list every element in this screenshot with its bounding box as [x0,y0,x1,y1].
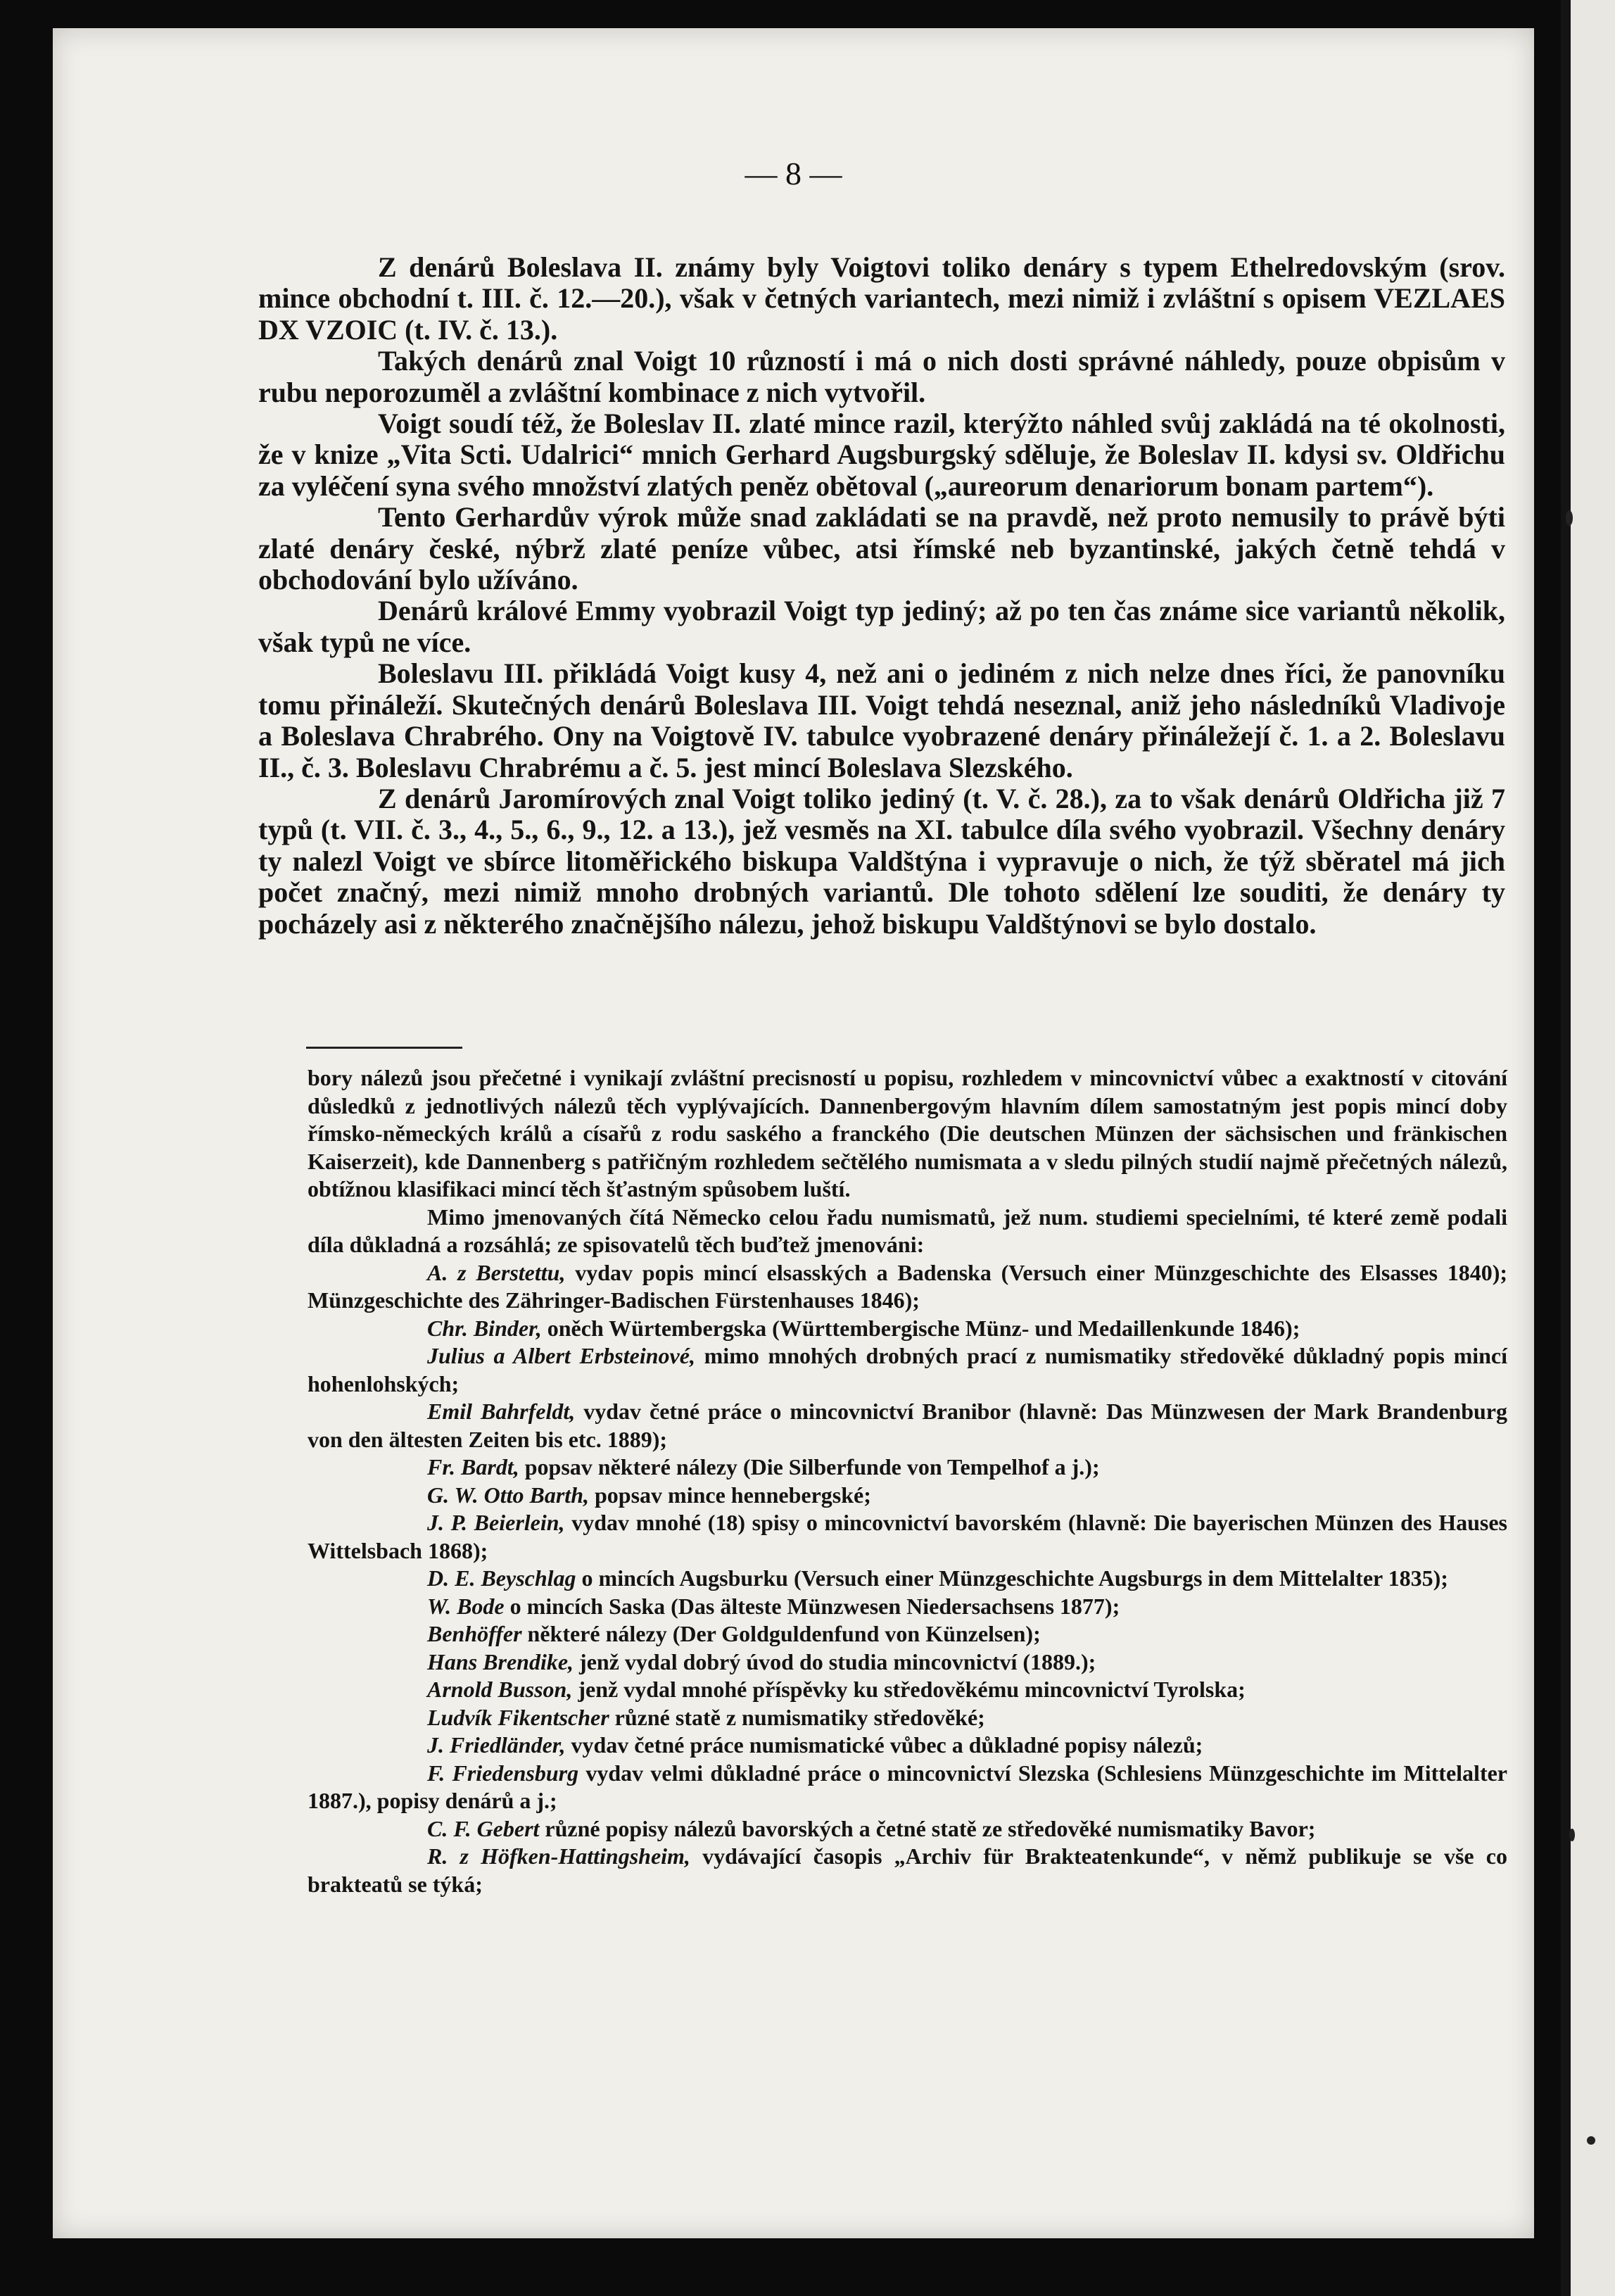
document-page [53,28,1534,2238]
footnote-author: Julius a Albert Erbsteinové, [427,1343,695,1368]
footnote-paragraph [308,1732,1507,1760]
footnote-author: Arnold Busson, [427,1677,573,1702]
footnote-text: mimo mnohých drobných prací z numismatiky středověké důkladný popis mincí hohenlohských; [308,1343,1508,1396]
footnote-author: Benhöffer [427,1621,522,1646]
footnote-text: Mimo jmenovaných čítá Německo celou řadu numismatů, jež num. studiemi specielními, té které země podali díla důkladná a rozsáhlá; ze spisovatelů těch buďtež jmenováni: [308,1204,1507,1257]
footnote-author: Fr. Bardt, [427,1454,519,1480]
footnote-divider [306,1047,462,1049]
main-paragraph: Z denárů Jaromírových znal Voigt toliko jediný (t. V. č. 28.), za to však denárů Oldřicha již 7 typů (t. VII. č. 3., 4., 5., 6., 9., 12. a 13.), jež vesměs na XI. tabulce díla svého vyobrazil. Všechny denáry ty nalezl Voigt ve sbírce litoměřického biskupa Valdštýna i vypravuje o nich, že týž sběratel má jich počet značný, mezi nimiž mnoho drobných variantů. Dle tohoto sdělení lze souditi, že denáry ty pocházely asi z některého značnějšího nálezu, jehož biskupu Valdštýnovi se bylo dostalo. [258,782,1505,940]
footnote-text: o mincích Saska (Das älteste Münzwesen Niedersachsens 1877); [504,1593,1120,1619]
footnote-paragraph [308,1565,1507,1593]
footnote-author: G. W. Otto Barth, [427,1482,589,1508]
footnote-text: vydav popis mincí elsasských a Badenska (Versuch einer Münzgeschichte des Elsasses 1840); Münzgeschichte des Zähringer-Badischen Fürstenhauses 1846); [308,1259,1508,1313]
footnote-author: W. Bode [427,1593,505,1619]
footnote-text: jenž vydal mnohé příspěvky ku středověkému mincovnictví Tyrolska; [572,1677,1246,1702]
footnote-paragraph [308,1704,1507,1732]
main-paragraph: Denárů králové Emmy vyobrazil Voigt typ jediný; až po ten čas známe sice variantů několik, však typů ne více. [258,595,1505,658]
footnote-author: Emil Bahrfeldt, [427,1399,576,1424]
footnote-paragraph [308,1482,1507,1510]
footnote-text: některé nálezy (Der Goldguldenfund von Künzelsen); [521,1621,1041,1646]
footnote-text: vydav četné práce numismatické vůbec a důkladné popisy nálezů; [565,1732,1203,1758]
footnote-text: o mincích Augsburku (Versuch einer Münzgeschichte Augsburgs in dem Mittelalter 1835); [576,1565,1448,1591]
footnote-author: Chr. Binder, [427,1315,542,1341]
footnote-text: oněch Würtembergska (Württembergische Münz- und Medaillenkunde 1846); [541,1315,1300,1341]
ink-speck [1569,1829,1575,1841]
adjacent-page-edge [1561,0,1615,2296]
footnote-author: C. F. Gebert [427,1815,540,1841]
footnote-author: R. z Höfken-Hattingsheim, [427,1843,690,1869]
footnote-paragraph [308,1593,1507,1621]
footnote-author: Hans Brendike, [427,1648,574,1674]
footnote-text: vydav mnohé (18) spisy o mincovnictví bavorském (hlavně: Die bayerischen Münzen des Hauses Wittelsbach 1868); [308,1510,1508,1563]
page-number: — 8 — [745,156,842,191]
ink-speck [1566,510,1573,526]
footnote-paragraph [308,1509,1507,1565]
page-gutter-shadow [1561,0,1571,2296]
main-paragraph: Takých denárů znal Voigt 10 růzností i má o nich dosti správné náhledy, pouze obpisům v rubu neporozuměl a zvláštní kombinace z nich vytvořil. [258,345,1505,408]
main-paragraph: Tento Gerhardův výrok může snad zakládati se na pravdě, než proto nemusily to právě býti zlaté denáry české, nýbrž zlaté peníze vůbec, atsi římské neb byzantinské, jakých četně tehdá v obchodování bylo užíváno. [258,501,1505,596]
ink-speck [1587,2136,1595,2145]
footnote-paragraph [308,1398,1507,1453]
footnote-paragraph [308,1204,1507,1259]
footnote-text: různé statě z numismatiky středověké; [609,1704,985,1730]
main-paragraph: Z denárů Boleslava II. známy byly Voigtovi toliko denáry s typem Ethelredovským (srov. mince obchodní t. III. č. 12.—20.), však v četných variantech, mezi nimiž i zvláštní s opisem VEZLAES DX VZOIC (t. IV. č. 13.). [258,251,1505,346]
footnote-text: vydav četné práce o mincovnictví Branibor (hlavně: Das Münzwesen der Mark Brandenburg von den ältesten Zeiten bis etc. 1889); [308,1399,1508,1452]
footnote-paragraph [308,1315,1507,1343]
footnote-author: F. Friedensburg [427,1760,579,1786]
footnote-author: D. E. Beyschlag [427,1565,576,1591]
footnote-paragraph [308,1815,1507,1843]
footnote-paragraph [308,1453,1507,1482]
footnote-author: A. z Berstettu, [427,1259,566,1285]
footnote-author: J. Friedländer, [427,1732,566,1758]
main-paragraph: Boleslavu III. přikládá Voigt kusy 4, než ani o jediném z nich nelze dnes říci, že panovníku tomu přináleží. Skutečných denárů Boleslava III. Voigt tehdá neseznal, aniž jeho následníků Vladivoje a Boleslava Chrabrého. Ony na Voigtově IV. tabulce vyobrazené denáry přináležejí č. 1. a 2. Boleslavu II., č. 3. Boleslavu Chrabrému a č. 5. jest mincí Boleslava Slezského. [258,657,1505,783]
footnote-paragraph [308,1676,1507,1704]
main-paragraph: Voigt soudí též, že Boleslav II. zlaté mince razil, kterýžto náhled svůj zakládá na té okolnosti, že v knize „Vita Scti. Udalrici“ mnich Gerhard Augsburgský sděluje, že Boleslav II. kdysi sv. Oldřichu za vyléčení syna svého množství zlatých peněz obětoval („aureorum denariorum bonam partem“). [258,408,1505,502]
footnote-paragraph [308,1064,1507,1204]
main-text [258,252,1505,940]
footnote-paragraph [308,1259,1507,1315]
footnote-text: vydav velmi důkladné práce o mincovnictví Slezska (Schlesiens Münzgeschichte im Mittelalter 1887.), popisy denárů a j.; [308,1760,1507,1813]
footnote-author: J. P. Beierlein, [427,1510,565,1535]
footnote-paragraph [308,1620,1507,1648]
footnote-paragraph [308,1648,1507,1677]
footnote-text: bory nálezů jsou přečetné i vynikají zvláštní precisností u popisu, rozhledem v mincovnictví vůbec a exaktností v citování důsledků z jednotlivých nálezů těch vyplývajících. Dannenbergovým hlavním dílem samostatným jest popis mincí doby římsko-německých králů a císařů z rodu saského a franckého (Die deutschen Münzen der sächsischen und fränkischen Kaiserzeit), kde Dannenberg s patřičným rozhledem sečtělého numismata a v sledu pilných studií najmě přečetných nálezů, obtížnou klasifikaci mincí těch šťastným spůsobem luští. [308,1065,1507,1201]
footnote-text: jenž vydal dobrý úvod do studia mincovnictví (1889.); [574,1648,1096,1674]
footnotes [308,1064,1507,1898]
footnote-text: vydávající časopis „Archiv für Brakteatenkunde“, v němž publikuje se vše co brakteatů se týká; [308,1843,1508,1897]
footnote-text: popsav některé nálezy (Die Silberfunde von Tempelhof a j.); [519,1454,1100,1480]
footnote-text: popsav mince hennebergské; [588,1482,871,1508]
footnote-paragraph [308,1843,1507,1898]
footnote-text: různé popisy nálezů bavorských a četné statě ze středověké numismatiky Bavor; [539,1815,1316,1841]
footnote-paragraph [308,1760,1507,1815]
footnote-author: Ludvík Fikentscher [427,1704,609,1730]
footnote-paragraph [308,1342,1507,1398]
